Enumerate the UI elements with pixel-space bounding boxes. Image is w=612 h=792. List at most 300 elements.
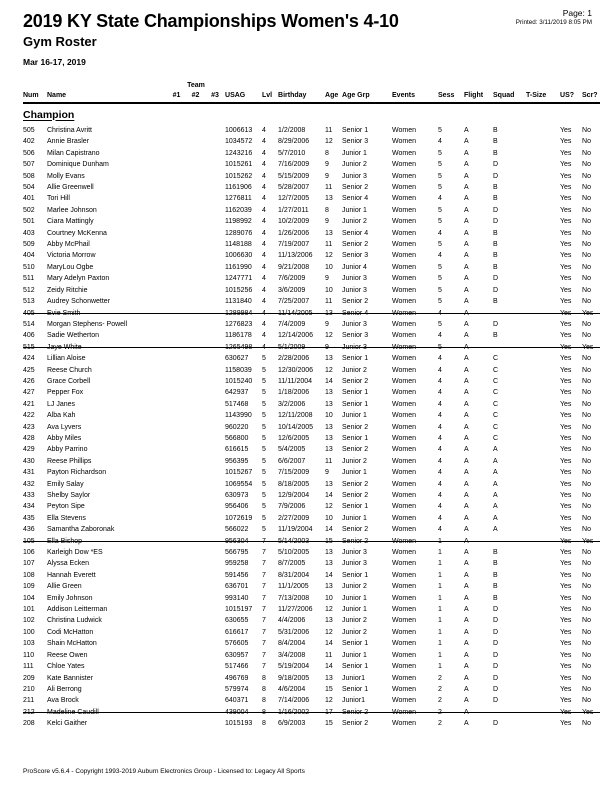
team-2-cell <box>186 707 205 718</box>
team-3-cell <box>205 182 225 193</box>
team-1-cell <box>167 422 186 433</box>
squad-cell: D <box>493 628 499 636</box>
events-cell: Women <box>392 332 417 340</box>
flight-cell: A <box>464 560 469 568</box>
team-2-cell <box>186 159 205 170</box>
team-1-cell <box>167 136 186 147</box>
gymnast-name-cell: Karleigh Dow *ES <box>47 549 103 557</box>
birthday-cell: 9/18/2005 <box>278 674 310 682</box>
age-group-cell: Senior 3 <box>342 332 369 340</box>
events-cell: Women <box>392 195 417 203</box>
gymnast-name-cell: Peyton Sipe <box>47 503 85 511</box>
team-3-cell <box>205 524 225 535</box>
table-row <box>23 330 600 341</box>
tshirt-size-cell <box>526 433 560 444</box>
session-cell: 4 <box>438 252 442 260</box>
usag-id-cell: 496769 <box>225 674 249 682</box>
birthday-cell: 12/7/2005 <box>278 195 310 203</box>
table-row <box>23 695 600 706</box>
gymnast-number-cell: 106 <box>23 549 35 557</box>
level-cell: 8 <box>262 685 266 693</box>
tshirt-size-cell <box>526 205 560 216</box>
session-cell: 4 <box>438 366 442 374</box>
team-2-cell <box>186 467 205 478</box>
age-cell: 12 <box>325 138 333 146</box>
flight-cell: A <box>464 640 469 648</box>
team-1-cell <box>167 399 186 410</box>
team-1-cell <box>167 193 186 204</box>
age-group-cell: Junior 3 <box>342 172 367 180</box>
birthday-cell: 11/14/2005 <box>278 309 313 317</box>
team-2-cell <box>186 273 205 284</box>
age-group-cell: Junior 3 <box>342 320 367 328</box>
level-cell: 4 <box>262 195 266 203</box>
session-cell: 4 <box>438 446 442 454</box>
birthday-cell: 7/9/2006 <box>278 503 306 511</box>
team-3-cell <box>205 615 225 626</box>
gymnast-name-cell: MaryLou Ogbe <box>47 263 94 271</box>
age-cell: 13 <box>325 560 333 568</box>
team-2-cell <box>186 387 205 398</box>
squad-cell: C <box>493 377 499 385</box>
team-2-cell <box>186 319 205 330</box>
birthday-cell: 7/19/2007 <box>278 241 310 249</box>
team-3-cell <box>205 125 225 136</box>
flight-cell: A <box>464 343 469 351</box>
events-cell: Women <box>392 617 417 625</box>
team-1-cell <box>167 650 186 661</box>
usag-member-cell: Yes <box>560 446 572 454</box>
age-cell: 13 <box>325 434 333 442</box>
flight-cell: A <box>464 594 469 602</box>
level-cell: 4 <box>262 298 266 306</box>
session-cell: 4 <box>438 229 442 237</box>
age-group-cell: Senior 2 <box>342 298 369 306</box>
flight-cell: A <box>464 663 469 671</box>
flight-cell: A <box>464 241 469 249</box>
events-cell: Women <box>392 412 417 420</box>
table-row <box>23 365 600 376</box>
team-1-cell <box>167 330 186 341</box>
team-3-cell <box>205 467 225 478</box>
age-cell: 17 <box>325 708 333 716</box>
age-group-cell: Senior 4 <box>342 309 369 317</box>
table-row <box>23 718 600 729</box>
usag-id-cell: 630957 <box>225 651 249 659</box>
team-1-cell <box>167 171 186 182</box>
age-group-cell: Senior 2 <box>342 184 369 192</box>
team-1-cell <box>167 148 186 159</box>
team-1-cell <box>167 707 186 718</box>
gymnast-name-cell: Christina Avritt <box>47 127 92 134</box>
gymnast-name-cell: Lillian Aloise <box>47 355 86 363</box>
team-2-cell <box>186 182 205 193</box>
session-cell: 4 <box>438 377 442 385</box>
gymnast-number-cell: 509 <box>23 241 35 249</box>
age-group-cell: Junior 2 <box>342 628 367 636</box>
gymnast-name-cell: Ella Bishop <box>47 537 83 545</box>
gymnast-number-cell: 404 <box>23 252 35 260</box>
team-2-cell <box>186 536 205 547</box>
table-row <box>23 501 600 512</box>
table-row <box>23 650 600 661</box>
birthday-cell: 11/13/2006 <box>278 252 313 260</box>
gymnast-name-cell: Shain McHatton <box>47 640 97 648</box>
team-1-cell <box>167 182 186 193</box>
session-cell: 2 <box>438 674 442 682</box>
usag-member-cell: Yes <box>560 503 572 511</box>
events-cell: Women <box>392 628 417 636</box>
table-row <box>23 536 600 547</box>
team-2-cell <box>186 444 205 455</box>
usag-member-cell: Yes <box>560 229 572 237</box>
squad-cell: A <box>493 503 498 511</box>
level-cell: 4 <box>262 218 266 226</box>
tshirt-size-cell <box>526 615 560 626</box>
team-3-cell <box>205 342 225 353</box>
squad-cell: C <box>493 355 499 363</box>
events-cell: Women <box>392 309 417 317</box>
tshirt-size-cell <box>526 604 560 615</box>
session-cell: 1 <box>438 663 442 671</box>
usag-id-cell: 1162039 <box>225 206 252 214</box>
level-cell: 5 <box>262 492 266 499</box>
gymnast-name-cell: Addison Leitterman <box>47 606 108 614</box>
scratched-cell: No <box>582 195 591 203</box>
flight-cell: A <box>464 195 469 203</box>
birthday-cell: 12/6/2005 <box>278 434 310 442</box>
table-row <box>23 456 600 467</box>
usag-id-cell: 576605 <box>225 640 249 648</box>
team-1-cell <box>167 308 186 319</box>
team-2-cell <box>186 513 205 524</box>
age-cell: 13 <box>325 389 333 397</box>
gymnast-number-cell: 432 <box>23 480 35 488</box>
scratched-cell: No <box>582 275 591 283</box>
events-cell: Women <box>392 229 417 237</box>
session-cell: 2 <box>438 685 442 693</box>
usag-id-cell: 1015240 <box>225 377 253 385</box>
squad-cell: B <box>493 549 498 557</box>
usag-member-cell: Yes <box>560 138 572 146</box>
table-row <box>23 387 600 398</box>
table-row <box>23 262 600 273</box>
col-team-3: #3 <box>205 89 225 103</box>
flight-cell: A <box>464 720 469 728</box>
squad-cell <box>493 342 526 353</box>
usag-id-cell: 1015193 <box>225 720 253 728</box>
gymnast-name-cell: Courtney McKenna <box>47 229 107 237</box>
tshirt-size-cell <box>526 136 560 147</box>
tshirt-size-cell <box>526 228 560 239</box>
col-usag: USAG <box>225 89 262 103</box>
squad-cell: A <box>493 457 498 465</box>
table-row <box>23 467 600 478</box>
birthday-cell: 7/6/2009 <box>278 275 306 283</box>
squad-cell: B <box>493 594 498 602</box>
birthday-cell: 12/9/2004 <box>278 492 310 499</box>
gymnast-name-cell: Emily Salay <box>47 480 84 488</box>
level-cell: 4 <box>262 206 266 214</box>
age-cell: 13 <box>325 355 333 363</box>
scratched-cell: No <box>582 594 591 602</box>
gymnast-name-cell: Tori Hill <box>47 195 70 203</box>
scratched-cell: No <box>582 651 591 659</box>
events-cell: Women <box>392 206 417 214</box>
table-row <box>23 308 600 319</box>
age-cell: 9 <box>325 343 329 351</box>
team-1-cell <box>167 410 186 421</box>
level-cell: 4 <box>262 263 266 271</box>
flight-cell: A <box>464 252 469 260</box>
team-2-cell <box>186 479 205 490</box>
birthday-cell: 1/18/2006 <box>278 389 310 397</box>
age-cell: 12 <box>325 503 333 511</box>
gymnast-number-cell: 103 <box>23 640 35 648</box>
team-2-cell <box>186 171 205 182</box>
events-cell: Women <box>392 514 417 522</box>
team-1-cell <box>167 365 186 376</box>
events-cell: Women <box>392 263 417 271</box>
team-3-cell <box>205 193 225 204</box>
flight-cell: A <box>464 685 469 693</box>
scratched-cell: No <box>582 218 591 226</box>
gymnast-name-cell: Allie Greenwell <box>47 184 94 192</box>
squad-cell: C <box>493 400 499 408</box>
table-row <box>23 673 600 684</box>
tshirt-size-cell <box>526 707 560 718</box>
age-group-cell: Senior 1 <box>342 663 369 671</box>
tshirt-size-cell <box>526 250 560 261</box>
usag-id-cell: 1006613 <box>225 127 253 134</box>
scratched-cell: No <box>582 583 591 591</box>
team-2-cell <box>186 490 205 501</box>
usag-id-cell: 517466 <box>225 663 249 671</box>
team-2-cell <box>186 125 205 136</box>
usag-id-cell: 439004 <box>225 708 249 716</box>
table-row <box>23 399 600 410</box>
usag-member-cell: Yes <box>560 697 572 705</box>
scratched-cell: No <box>582 389 591 397</box>
team-1-cell <box>167 513 186 524</box>
table-row <box>23 581 600 592</box>
scratched-cell: No <box>582 252 591 260</box>
team-1-cell <box>167 456 186 467</box>
tshirt-size-cell <box>526 182 560 193</box>
team-3-cell <box>205 399 225 410</box>
level-cell: 5 <box>262 400 266 408</box>
gymnast-number-cell: 501 <box>23 218 35 226</box>
team-3-cell <box>205 707 225 718</box>
usag-member-cell: Yes <box>560 674 572 682</box>
team-2-cell <box>186 250 205 261</box>
session-cell: 4 <box>438 457 442 465</box>
gymnast-name-cell: Morgan Stephens- Powell <box>47 320 128 328</box>
birthday-cell: 8/7/2005 <box>278 560 306 568</box>
gymnast-number-cell: 508 <box>23 172 35 180</box>
age-cell: 10 <box>325 514 333 522</box>
age-cell: 12 <box>325 628 333 636</box>
level-cell: 8 <box>262 674 266 682</box>
age-cell: 14 <box>325 571 333 579</box>
age-group-cell: Junior 1 <box>342 469 367 477</box>
gymnast-number-cell: 510 <box>23 263 35 271</box>
level-cell: 7 <box>262 594 266 602</box>
table-row <box>23 513 600 524</box>
age-group-cell: Senior 4 <box>342 229 369 237</box>
team-1-cell <box>167 433 186 444</box>
session-cell: 2 <box>438 720 442 728</box>
table-row <box>23 661 600 672</box>
age-cell: 9 <box>325 172 329 180</box>
squad-cell: B <box>493 241 498 249</box>
gymnast-number-cell: 100 <box>23 628 35 636</box>
level-cell: 4 <box>262 161 266 169</box>
gymnast-number-cell: 435 <box>23 514 35 522</box>
birthday-cell: 3/2/2006 <box>278 400 306 408</box>
flight-cell: A <box>464 697 469 705</box>
squad-cell: D <box>493 161 499 169</box>
team-1-cell <box>167 638 186 649</box>
team-3-cell <box>205 159 225 170</box>
tshirt-size-cell <box>526 661 560 672</box>
events-cell: Women <box>392 560 417 568</box>
session-cell: 4 <box>438 492 442 499</box>
level-cell: 7 <box>262 663 266 671</box>
team-2-cell <box>186 330 205 341</box>
usag-id-cell: 1198992 <box>225 218 252 226</box>
team-3-cell <box>205 410 225 421</box>
level-cell: 7 <box>262 640 266 648</box>
session-cell: 1 <box>438 628 442 636</box>
level-cell: 7 <box>262 651 266 659</box>
usag-id-cell: 1186178 <box>225 332 252 340</box>
flight-cell: A <box>464 423 469 431</box>
flight-cell: A <box>464 138 469 146</box>
gymnast-name-cell: Madeline Caudill <box>47 708 99 716</box>
squad-cell: A <box>493 526 498 534</box>
birthday-cell: 10/2/2009 <box>278 218 310 226</box>
events-cell: Women <box>392 241 417 249</box>
gymnast-number-cell: 511 <box>23 275 35 283</box>
level-cell: 4 <box>262 184 266 192</box>
session-cell: 4 <box>438 138 442 146</box>
table-row <box>23 615 600 626</box>
squad-cell: B <box>493 149 498 157</box>
squad-cell <box>493 536 526 547</box>
squad-cell: C <box>493 434 499 442</box>
level-cell: 5 <box>262 469 266 477</box>
table-row <box>23 319 600 330</box>
usag-id-cell: 630655 <box>225 617 249 625</box>
usag-member-cell: Yes <box>560 708 572 716</box>
squad-cell: B <box>493 298 498 306</box>
roster-table <box>23 78 600 730</box>
session-cell: 1 <box>438 640 442 648</box>
table-row <box>23 422 600 433</box>
tshirt-size-cell <box>526 547 560 558</box>
events-cell: Women <box>392 583 417 591</box>
col-team-1: #1 <box>167 89 186 103</box>
usag-member-cell: Yes <box>560 286 572 294</box>
team-3-cell <box>205 285 225 296</box>
birthday-cell: 5/14/2003 <box>278 537 310 545</box>
birthday-cell: 7/13/2008 <box>278 594 310 602</box>
age-group-cell: Senior 2 <box>342 241 369 249</box>
squad-cell: B <box>493 571 498 579</box>
age-group-cell: Senior 2 <box>342 446 369 454</box>
team-3-cell <box>205 387 225 398</box>
age-cell: 13 <box>325 617 333 625</box>
birthday-cell: 4/4/2006 <box>278 617 306 625</box>
table-row <box>23 250 600 261</box>
events-cell: Women <box>392 492 417 499</box>
events-cell: Women <box>392 651 417 659</box>
events-cell: Women <box>392 355 417 363</box>
gymnast-number-cell: 507 <box>23 161 35 169</box>
usag-member-cell: Yes <box>560 720 572 728</box>
team-3-cell <box>205 273 225 284</box>
session-cell: 4 <box>438 355 442 363</box>
events-cell: Women <box>392 161 417 169</box>
gymnast-name-cell: Ella Stevens <box>47 514 86 522</box>
flight-cell: A <box>464 628 469 636</box>
team-2-cell <box>186 353 205 364</box>
gymnast-name-cell: Abby Parrino <box>47 446 88 454</box>
squad-cell: D <box>493 651 499 659</box>
age-cell: 13 <box>325 400 333 408</box>
table-row <box>23 285 600 296</box>
team-1-cell <box>167 285 186 296</box>
usag-member-cell: Yes <box>560 355 572 363</box>
squad-cell: D <box>493 286 499 294</box>
usag-id-cell: 1143990 <box>225 412 252 420</box>
proscore-footer: ProScore v5.6.4 - Copyright 1993-2019 Auburn Electronics Group - Licensed to: Legacy All Sports <box>23 768 305 775</box>
gymnast-number-cell: 102 <box>23 617 35 625</box>
scratched-cell: No <box>582 628 591 636</box>
age-group-cell: Senior 2 <box>342 423 369 431</box>
team-2-cell <box>186 148 205 159</box>
flight-cell: A <box>464 480 469 488</box>
table-row <box>23 558 600 569</box>
birthday-cell: 12/30/2006 <box>278 366 314 374</box>
usag-id-cell: 566800 <box>225 434 249 442</box>
scratched-cell: No <box>582 161 591 169</box>
session-cell: 5 <box>438 343 442 351</box>
usag-member-cell: Yes <box>560 571 572 579</box>
flight-cell: A <box>464 161 469 169</box>
age-cell: 13 <box>325 674 333 682</box>
usag-id-cell: 1069554 <box>225 480 253 488</box>
tshirt-size-cell <box>526 467 560 478</box>
usag-member-cell: Yes <box>560 320 572 328</box>
usag-member-cell: Yes <box>560 423 572 431</box>
team-2-cell <box>186 262 205 273</box>
level-cell: 4 <box>262 320 266 328</box>
session-cell: 1 <box>438 571 442 579</box>
birthday-cell: 3/4/2008 <box>278 651 306 659</box>
scratched-cell: No <box>582 446 591 454</box>
scratched-cell: No <box>582 206 591 214</box>
team-1-cell <box>167 239 186 250</box>
age-cell: 11 <box>325 298 333 306</box>
gymnast-name-cell: Abby McPhail <box>47 241 90 249</box>
gymnast-number-cell: 109 <box>23 583 35 591</box>
team-2-cell <box>186 342 205 353</box>
session-cell: 4 <box>438 412 442 420</box>
age-cell: 9 <box>325 469 329 477</box>
events-cell: Women <box>392 674 417 682</box>
